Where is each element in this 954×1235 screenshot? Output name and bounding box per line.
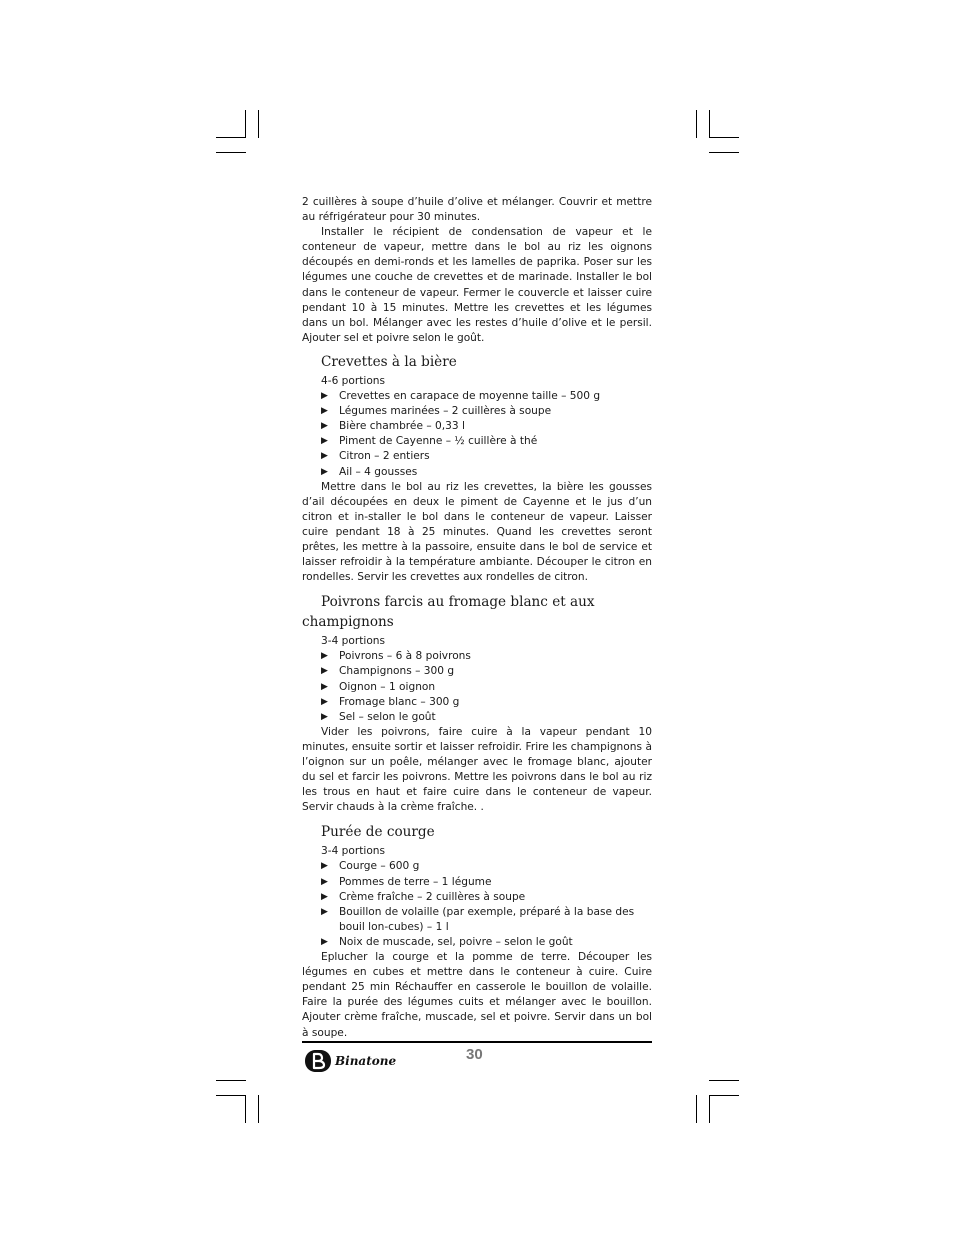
crop-mark bbox=[696, 110, 697, 138]
crop-mark bbox=[245, 1095, 246, 1123]
list-item: ▶ Crème fraîche – 2 cuillères à soupe bbox=[321, 890, 652, 905]
crop-mark bbox=[216, 137, 246, 138]
list-item: ▶ Courge – 600 g bbox=[321, 859, 652, 874]
crop-mark bbox=[216, 1080, 246, 1081]
ingredient-list bbox=[302, 649, 652, 724]
list-item: ▶ Poivrons – 6 à 8 poivrons bbox=[321, 649, 652, 664]
page-content bbox=[302, 195, 652, 1041]
list-item: ▶ Oignon – 1 oignon bbox=[321, 680, 652, 695]
recipe-instructions: Vider les poivrons, faire cuire à la vapeur pendant 10 minutes, ensuite sortir et laisser refroidir. Frire les champignons à l’oignon sur un poêle, mélanger avec le fromage blanc, ajouter du sel et farcir les poivrons. Mettre les poivrons dans le bol au riz les trous en haut et faire cuire dans le conteneur de vapeur. Servir chauds à la crème fraîche. . bbox=[302, 725, 652, 814]
list-item: ▶ Bière chambrée – 0,33 l bbox=[321, 419, 652, 434]
intro-paragraph: 2 cuillères à soupe d’huile d’olive et mélanger. Couvrir et mettre au réfrigérateur pour 30 minutes. bbox=[302, 196, 652, 224]
list-item: ▶ Sel – selon le goût bbox=[321, 710, 652, 725]
crop-mark bbox=[696, 1095, 697, 1123]
page-number: 30 bbox=[466, 1046, 483, 1063]
bullet-icon: ▶ bbox=[321, 861, 328, 872]
recipe-title: Poivrons farcis au fromage blanc et aux champignons bbox=[302, 594, 595, 631]
ingredient-list bbox=[302, 859, 652, 950]
recipe-instructions: Mettre dans le bol au riz les crevettes, la bière les gousses d’ail découpées en deux le piment de Cayenne et le jus d’un citron et in-staller le bol dans le conteneur de vapeur. Laisser cuire pendant 18 à 25 minutes. Quand les crevettes seront prêtes, les mettre à la passoire, ensuite dans le bol de service et laisser refroidir à la température ambiante. Découper le citron en rondelles. Servir les crevettes aux rondelles de citron. bbox=[302, 480, 652, 584]
portions: 3-4 portions bbox=[321, 845, 386, 858]
recipe-title: Crevettes à la bière bbox=[321, 353, 457, 370]
crop-mark bbox=[216, 152, 246, 153]
bullet-icon: ▶ bbox=[321, 891, 328, 902]
ingredient-list bbox=[302, 389, 652, 480]
recipe-title: Purée de courge bbox=[321, 824, 435, 841]
bullet-icon: ▶ bbox=[321, 696, 328, 707]
brand-logo bbox=[303, 1048, 396, 1074]
portions: 4-6 portions bbox=[321, 374, 386, 387]
bullet-icon: ▶ bbox=[321, 666, 328, 677]
bullet-icon: ▶ bbox=[321, 451, 328, 462]
crop-mark bbox=[216, 1095, 246, 1096]
crop-mark bbox=[245, 110, 246, 138]
binatone-logo-icon bbox=[303, 1049, 333, 1073]
list-item: ▶ Bouillon de volaille (par exemple, préparé à la base des bouil lon-cubes) – 1 l bbox=[321, 905, 635, 933]
bullet-icon: ▶ bbox=[321, 651, 328, 662]
crop-mark bbox=[258, 110, 259, 138]
recipe-instructions: Eplucher la courge et la pomme de terre. Découper les légumes en cubes et mettre dans le conteneur à cuire. Cuire pendant 25 min Réchauffer en casserole le bouillon de volaille. Faire la purée des légumes cuits et mélanger avec le bouillon. Ajouter crème fraîche, muscade, sel et poivre. Servir dans un bol à soupe. bbox=[302, 951, 652, 1039]
bullet-icon: ▶ bbox=[321, 681, 328, 692]
brand-name: Binatone bbox=[335, 1054, 397, 1068]
portions: 3-4 portions bbox=[321, 635, 386, 648]
list-item: ▶ Fromage blanc – 300 g bbox=[321, 695, 652, 710]
crop-mark bbox=[709, 1095, 739, 1096]
list-item: ▶ Légumes marinées – 2 cuillères à soupe bbox=[321, 404, 652, 419]
bullet-icon: ▶ bbox=[321, 391, 328, 402]
crop-mark bbox=[709, 137, 739, 138]
bullet-icon: ▶ bbox=[321, 421, 328, 432]
bullet-icon: ▶ bbox=[321, 906, 328, 917]
bullet-icon: ▶ bbox=[321, 436, 328, 447]
list-item: ▶ Crevettes en carapace de moyenne taille – 500 g bbox=[321, 389, 652, 404]
list-item: ▶ Citron – 2 entiers bbox=[321, 449, 652, 464]
footer-divider bbox=[302, 1041, 652, 1043]
list-item: ▶ Piment de Cayenne – ½ cuillère à thé bbox=[321, 434, 652, 449]
list-item: ▶ Noix de muscade, sel, poivre – selon le goût bbox=[321, 935, 652, 950]
crop-mark bbox=[709, 110, 710, 138]
crop-mark bbox=[709, 1080, 739, 1081]
list-item: ▶ Pommes de terre – 1 légume bbox=[321, 875, 652, 890]
bullet-icon: ▶ bbox=[321, 876, 328, 887]
list-item: ▶ Champignons – 300 g bbox=[321, 664, 652, 679]
intro-paragraph: Installer le récipient de condensation de vapeur et le conteneur de vapeur, mettre dans le bol au riz les oignons découpés en demi-ronds et les lamelles de paprika. Poser sur les légumes une couche de crevettes et de marinade. Installer le bol dans le conteneur de vapeur. Fermer le couvercle et laisser cuire pendant 10 à 15 minutes. Mettre les crevettes et les légumes dans un bol. Mélanger avec les restes d’huile d’olive et le persil. Ajouter sel et poivre selon le goût. bbox=[302, 226, 652, 344]
crop-mark bbox=[258, 1095, 259, 1123]
bullet-icon: ▶ bbox=[321, 406, 328, 417]
bullet-icon: ▶ bbox=[321, 936, 328, 947]
list-item: ▶ Ail – 4 gousses bbox=[321, 465, 652, 480]
crop-mark bbox=[709, 152, 739, 153]
bullet-icon: ▶ bbox=[321, 711, 328, 722]
crop-mark bbox=[709, 1095, 710, 1123]
bullet-icon: ▶ bbox=[321, 466, 328, 477]
